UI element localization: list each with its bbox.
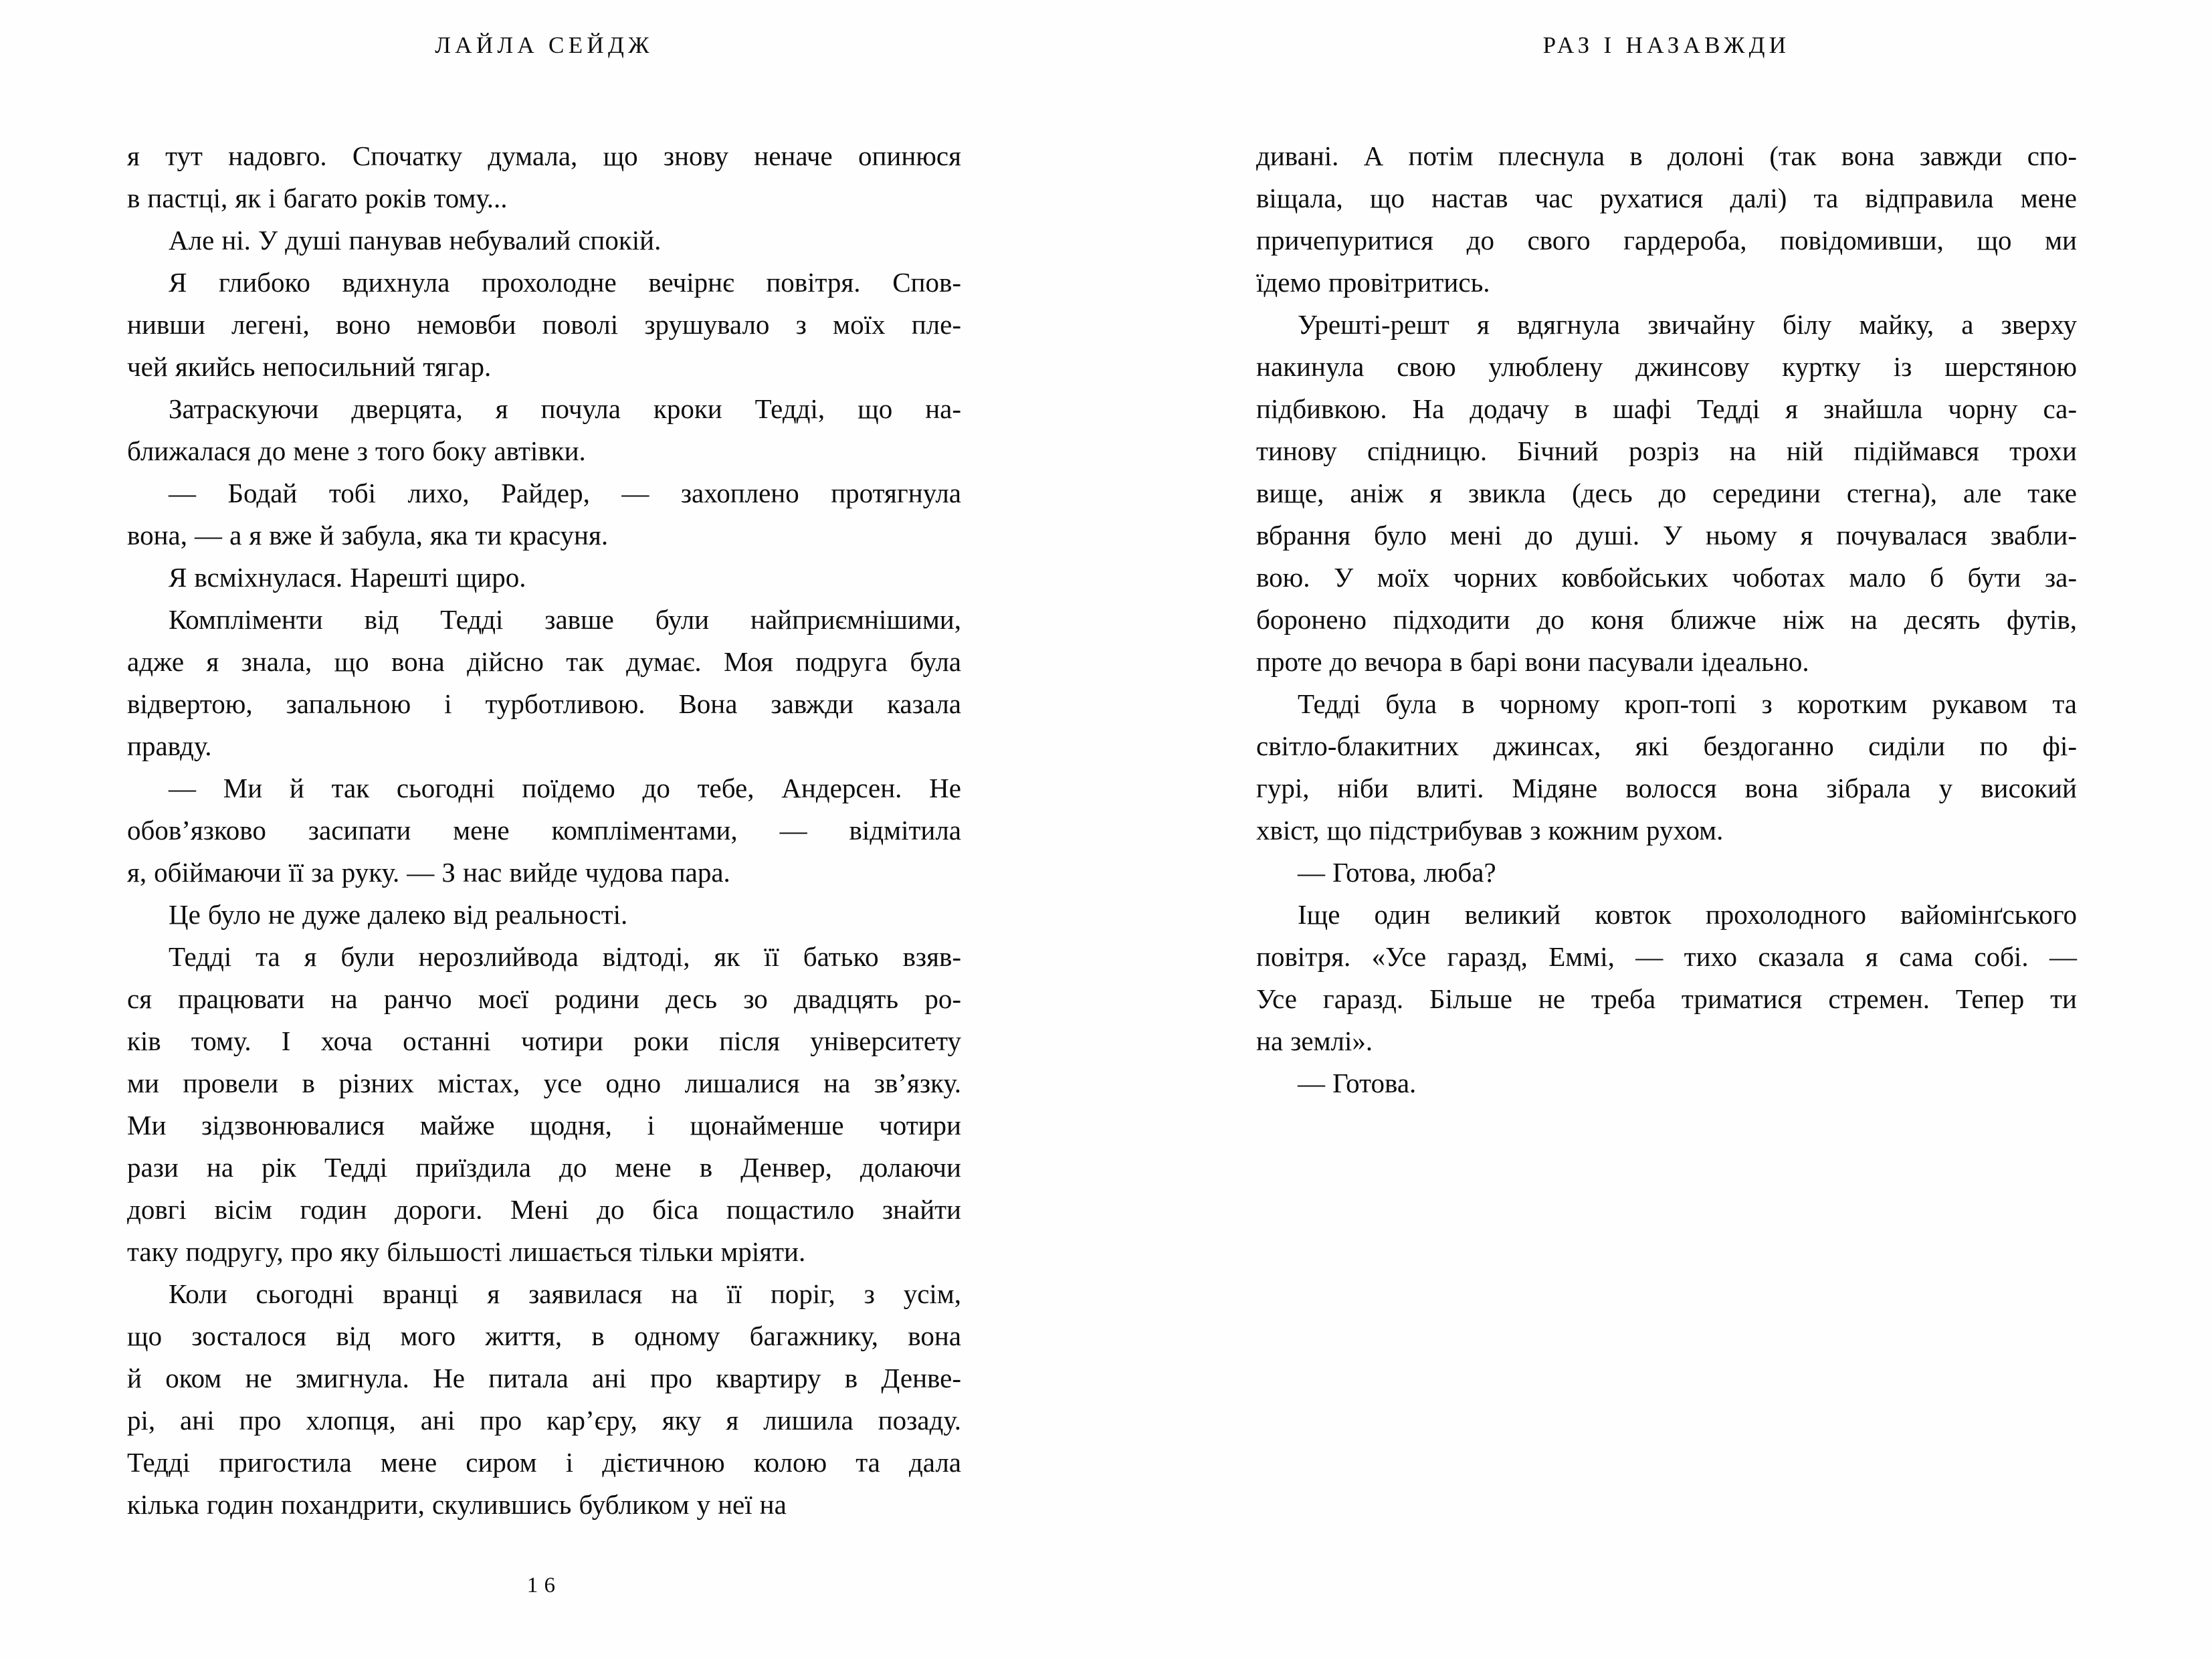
text-line: причепуритися до свого гардероба, повідомивши, що ми — [1256, 225, 2077, 256]
text-line: проте до вечора в барі вони пасували ідеально. — [1256, 646, 1809, 677]
text-line: й оком не змигнула. Не питала ані про квартиру в Денве- — [127, 1363, 961, 1393]
text-line: гурі, ніби влиті. Мідяне волосся вона зібрала у високий — [1256, 773, 2077, 803]
text-line: Я всміхнулася. Нарешті щиро. — [169, 562, 526, 593]
text-line: підбивкою. На додачу в шафі Тедді я знайшла чорну са- — [1256, 393, 2077, 424]
right-page-text — [1256, 135, 2077, 1104]
running-header-title: РАЗ І НАЗАВЖДИ — [1542, 32, 1791, 58]
text-line: ків тому. І хоча останні чотири роки після університету — [127, 1026, 961, 1056]
page-number: 16 — [526, 1573, 562, 1597]
text-line: таку подругу, про яку більшості лишається тільки мріяти. — [127, 1236, 806, 1267]
text-line: рази на рік Тедді приїздила до мене в Денвер, долаючи — [127, 1152, 961, 1183]
text-line: ся працювати на ранчо моєї родини десь зо двадцять ро- — [127, 983, 961, 1014]
text-line: відвертою, запальною і турботливою. Вона завжди казала — [127, 688, 961, 719]
text-line: вою. У моїх чорних ковбойських чоботах мало б бути за- — [1256, 562, 2077, 593]
text-line: на землі». — [1256, 1026, 1373, 1056]
text-line: Це було не дуже далеко від реальності. — [169, 899, 628, 930]
text-line: дивані. А потім плеснула в долоні (так вона завжди спо- — [1256, 140, 2077, 171]
text-line: боронено підходити до коня ближче ніж на десять футів, — [1256, 604, 2077, 635]
left-page — [127, 0, 961, 1659]
text-line: Але ні. У душі панував небувалий спокій. — [169, 225, 662, 256]
text-line: — Ми й так сьогодні поїдемо до тебе, Андерсен. Не — [169, 773, 961, 803]
text-line: ми провели в різних містах, усе одно лишалися на зв’язку. — [127, 1068, 961, 1098]
text-line: що зосталося від мого життя, в одному багажнику, вона — [127, 1321, 961, 1351]
text-line: Тедді та я були нерозлийвода відтоді, як її батько взяв- — [169, 941, 961, 972]
text-line: — Бодай тобі лихо, Райдер, — захоплено протягнула — [169, 478, 961, 508]
text-line: Тедді пригостила мене сиром і дієтичною колою та дала — [127, 1447, 961, 1478]
text-line: правду. — [127, 730, 212, 761]
text-line: обов’язково засипати мене компліментами, — відмітила — [127, 815, 961, 846]
text-line: адже я знала, що вона дійсно так думає. Моя подруга була — [127, 646, 961, 677]
text-line: — Готова. — [1298, 1068, 1417, 1098]
text-line: рі, ані про хлопця, ані про кар’єру, яку я лишила позаду. — [127, 1405, 961, 1436]
text-line: Тедді була в чорному кроп-топі з коротким рукавом та — [1298, 688, 2077, 719]
text-line: я тут надовго. Спочатку думала, що знову неначе опинюся — [127, 140, 961, 171]
text-line: накинула свою улюблену джинсову куртку із шерстяною — [1256, 351, 2077, 382]
text-line: довгі вісім годин дороги. Мені до біса пощастило знайти — [127, 1194, 961, 1225]
text-line: Я глибоко вдихнула прохолодне вечірнє повітря. Спов- — [169, 267, 961, 298]
right-page — [1256, 0, 2077, 1659]
text-line: хвіст, що підстрибував з кожним рухом. — [1256, 815, 1724, 846]
text-line: Іще один великий ковток прохолодного вайомінґського — [1298, 899, 2077, 930]
text-line: вона, — а я вже й забула, яка ти красуня. — [127, 520, 609, 551]
left-page-text — [127, 135, 961, 1526]
text-line: Коли сьогодні вранці я заявилася на її поріг, з усім, — [169, 1278, 961, 1309]
text-line: Ми зідзвонювалися майже щодня, і щонайменше чотири — [127, 1110, 961, 1141]
text-line: Компліменти від Тедді завше були найприємнішими, — [169, 604, 961, 635]
text-line: Урешті-решт я вдягнула звичайну білу майку, а зверху — [1298, 309, 2077, 340]
text-line: вбрання було мені до душі. У ньому я почувалася звабли- — [1256, 520, 2077, 551]
text-line: Усе гаразд. Більше не треба триматися стремен. Тепер ти — [1256, 983, 2077, 1014]
text-line: Затраскуючи дверцята, я почула кроки Тедді, що на- — [169, 393, 961, 424]
running-header-author: ЛАЙЛА СЕЙДЖ — [435, 32, 653, 58]
text-line: я, обіймаючи її за руку. — З нас вийде чудова пара. — [127, 857, 730, 888]
text-line: вище, аніж я звикла (десь до середини стегна), але таке — [1256, 478, 2077, 508]
text-line: кілька годин похандрити, скулившись бубликом у неї на — [127, 1489, 787, 1520]
text-line: світло-блакитних джинсах, які бездоганно сиділи по фі- — [1256, 730, 2077, 761]
text-line: ближалася до мене з того боку автівки. — [127, 435, 586, 466]
text-line: тинову спідницю. Бічний розріз на ній підіймався трохи — [1256, 435, 2077, 466]
text-line: чей якийсь непосильний тягар. — [127, 351, 492, 382]
text-line: їдемо провітритись. — [1256, 267, 1490, 298]
text-line: нивши легені, воно немовби поволі зрушувало з моїх пле- — [127, 309, 961, 340]
text-line: віщала, що настав час рухатися далі) та відправила мене — [1256, 183, 2077, 213]
text-line: в пастці, як і багато років тому... — [127, 183, 508, 213]
text-line: — Готова, люба? — [1298, 857, 1496, 888]
text-line: повітря. «Усе гаразд, Еммі, — тихо сказала я сама собі. — — [1256, 941, 2077, 972]
